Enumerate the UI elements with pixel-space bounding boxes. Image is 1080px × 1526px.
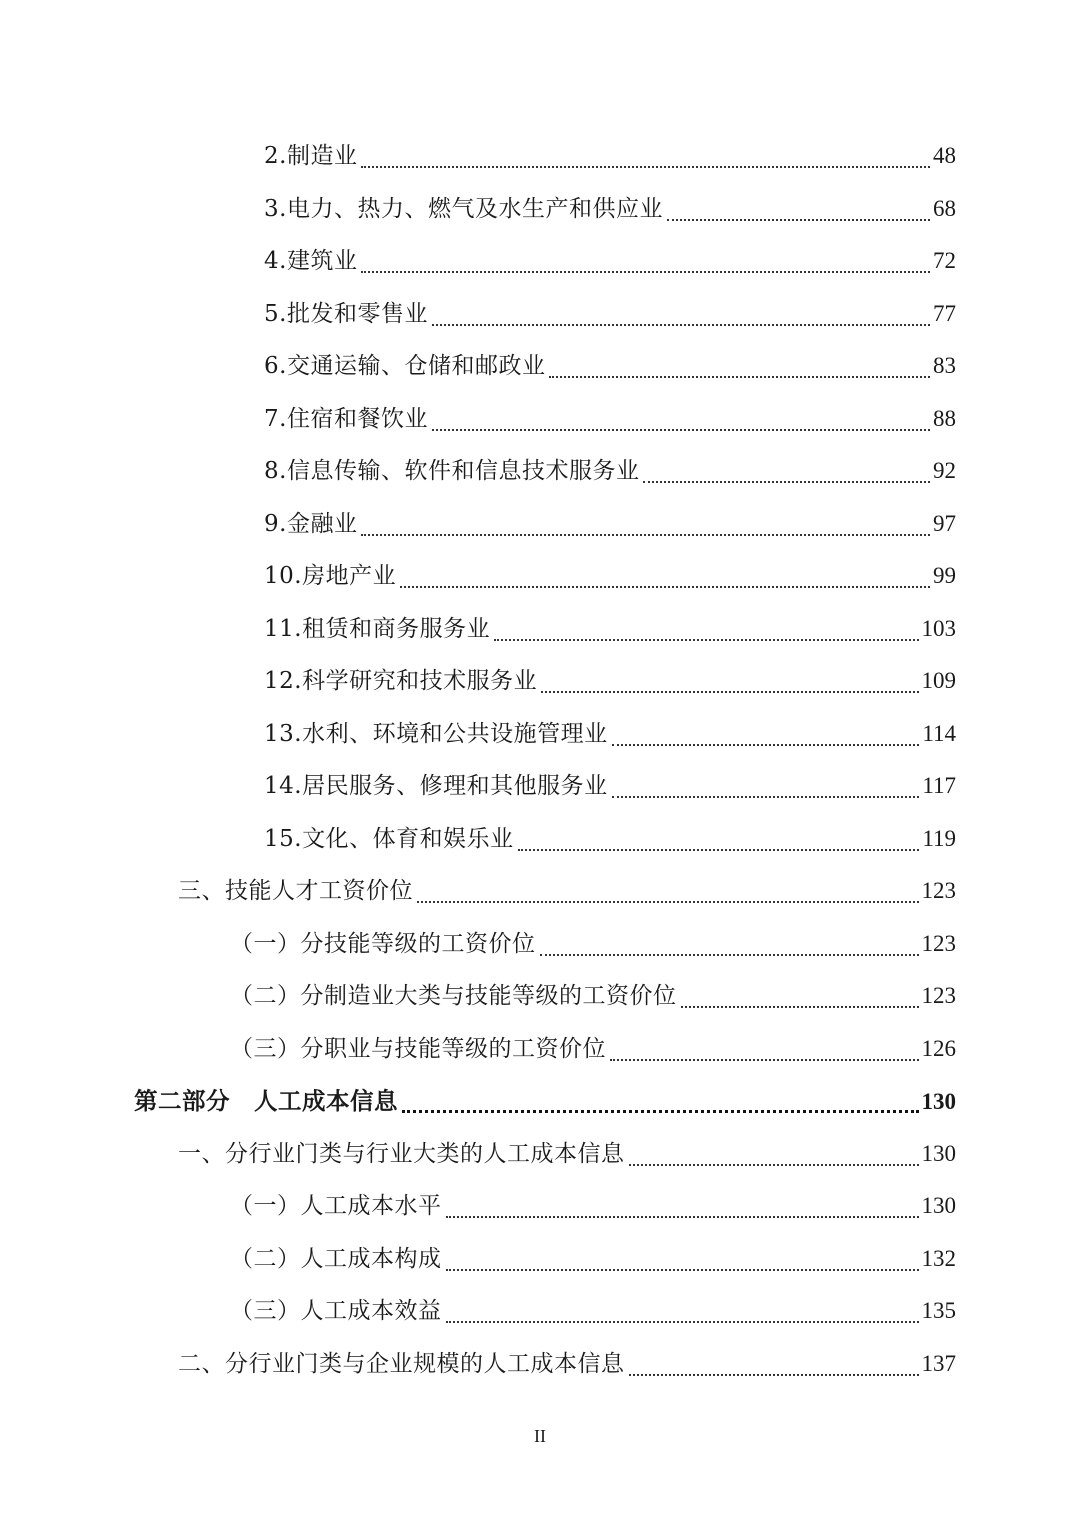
- toc-entry[interactable]: [230, 976, 956, 1016]
- toc-entry-title: 4.建筑业: [264, 248, 358, 274]
- toc-dot-leader: [629, 1374, 919, 1376]
- toc-entry-page: 109: [921, 668, 956, 693]
- toc-entry[interactable]: [264, 136, 956, 176]
- toc-entry-title: 7.住宿和餐饮业: [264, 405, 428, 432]
- toc-entry-page: 123: [921, 878, 956, 903]
- toc-entry-title: 12.科学研究和技术服务业: [264, 668, 538, 694]
- toc-dot-leader: [612, 796, 920, 798]
- toc-entry-title: 5.批发和零售业: [264, 300, 428, 327]
- toc-entry-title: 9.金融业: [264, 510, 358, 537]
- toc-entry[interactable]: [264, 661, 956, 701]
- toc-entry[interactable]: [264, 399, 956, 439]
- toc-entry[interactable]: [230, 1239, 956, 1279]
- toc-entry-page: 77: [933, 300, 956, 326]
- toc-entry[interactable]: [264, 241, 956, 281]
- toc-entry-title: 11.租赁和商务服务业: [264, 615, 491, 642]
- toc-entry-title: （一）分技能等级的工资价位: [230, 930, 536, 957]
- toc-entry-page: 114: [922, 720, 956, 746]
- toc-entry-page: 92: [933, 458, 956, 483]
- toc-dot-leader: [417, 901, 919, 903]
- toc-entry[interactable]: [264, 451, 956, 491]
- toc-entry[interactable]: [178, 1134, 956, 1174]
- toc-entry[interactable]: [264, 819, 956, 859]
- toc-dot-leader: [361, 534, 930, 536]
- toc-dot-leader: [681, 1006, 919, 1008]
- toc-dot-leader: [400, 586, 930, 588]
- toc-entry-page: 119: [922, 825, 956, 851]
- toc-entry-title: （一）人工成本水平: [230, 1193, 442, 1219]
- toc-entry[interactable]: [264, 766, 956, 806]
- toc-entry-page: 132: [921, 1245, 956, 1271]
- toc-entry[interactable]: [134, 1081, 956, 1121]
- toc-entry[interactable]: [230, 1186, 956, 1226]
- toc-entry[interactable]: [230, 924, 956, 964]
- toc-dot-leader: [540, 954, 919, 956]
- toc-entry-page: 137: [921, 1350, 956, 1376]
- toc-dot-leader: [494, 639, 918, 641]
- toc-entry[interactable]: [264, 294, 956, 334]
- toc-entry[interactable]: [264, 346, 956, 386]
- toc-entry-page: 130: [921, 1193, 956, 1218]
- toc-dot-leader: [549, 376, 930, 378]
- toc-entry-page: 123: [921, 983, 956, 1008]
- toc-entry-page: 99: [933, 563, 956, 588]
- toc-entry-page: 83: [933, 353, 956, 378]
- toc-entry[interactable]: [178, 1344, 956, 1384]
- toc-entry-title: （三）人工成本效益: [230, 1298, 442, 1324]
- toc-entry-page: 68: [933, 195, 956, 221]
- toc-dot-leader: [667, 219, 930, 221]
- toc-dot-leader: [643, 481, 930, 483]
- toc-entry-title: （二）人工成本构成: [230, 1245, 442, 1272]
- toc-dot-leader: [402, 1110, 919, 1113]
- toc-entry-page: 97: [933, 510, 956, 536]
- toc-entry[interactable]: [264, 556, 956, 596]
- toc-entry-title: 三、技能人才工资价位: [178, 878, 413, 904]
- toc-entry-page: 123: [921, 930, 956, 956]
- toc-entry[interactable]: [264, 189, 956, 229]
- toc-entry-title: 第二部分 人工成本信息: [134, 1087, 398, 1115]
- page-number: II: [534, 1426, 546, 1446]
- toc-dot-leader: [432, 429, 930, 431]
- toc-entry-title: 一、分行业门类与行业大类的人工成本信息: [178, 1140, 625, 1167]
- toc-entry-page: 130: [921, 1089, 956, 1114]
- toc-dot-leader: [612, 744, 920, 746]
- toc-dot-leader: [446, 1321, 919, 1323]
- toc-entry-title: 14.居民服务、修理和其他服务业: [264, 773, 608, 799]
- toc-entry-title: 2.制造业: [264, 143, 358, 169]
- toc-dot-leader: [629, 1164, 919, 1166]
- toc-entry[interactable]: [264, 504, 956, 544]
- toc-entry-page: 135: [921, 1298, 956, 1323]
- toc-entry-title: 15.文化、体育和娱乐业: [264, 825, 514, 852]
- toc-entry-title: 8.信息传输、软件和信息技术服务业: [264, 458, 640, 484]
- toc-dot-leader: [432, 324, 930, 326]
- toc-entry-page: 117: [922, 773, 956, 798]
- toc-dot-leader: [361, 271, 930, 273]
- toc-dot-leader: [361, 166, 930, 168]
- toc-dot-leader: [446, 1216, 919, 1218]
- toc-dot-leader: [446, 1269, 919, 1271]
- toc-entry-title: （三）分职业与技能等级的工资价位: [230, 1035, 606, 1062]
- toc-entry[interactable]: [264, 609, 956, 649]
- toc-entry-page: 88: [933, 405, 956, 431]
- toc-entry-title: 3.电力、热力、燃气及水生产和供应业: [264, 195, 663, 222]
- toc-dot-leader: [610, 1059, 919, 1061]
- toc-entry-page: 126: [921, 1035, 956, 1061]
- toc-entry-title: （二）分制造业大类与技能等级的工资价位: [230, 983, 677, 1009]
- toc-entry-page: 72: [933, 248, 956, 273]
- toc-entry-title: 6.交通运输、仓储和邮政业: [264, 353, 546, 379]
- toc-entry-title: 二、分行业门类与企业规模的人工成本信息: [178, 1350, 625, 1377]
- toc-entry-title: 13.水利、环境和公共设施管理业: [264, 720, 608, 747]
- toc-dot-leader: [541, 691, 918, 693]
- toc-entry[interactable]: [230, 1291, 956, 1331]
- toc-entry[interactable]: [264, 714, 956, 754]
- toc-entry-page: 48: [933, 143, 956, 168]
- toc-dot-leader: [518, 849, 920, 851]
- toc-entry[interactable]: [230, 1029, 956, 1069]
- toc-entry-page: 103: [921, 615, 956, 641]
- toc-entry-page: 130: [921, 1140, 956, 1166]
- toc-entry-title: 10.房地产业: [264, 563, 397, 589]
- toc-entry[interactable]: [178, 871, 956, 911]
